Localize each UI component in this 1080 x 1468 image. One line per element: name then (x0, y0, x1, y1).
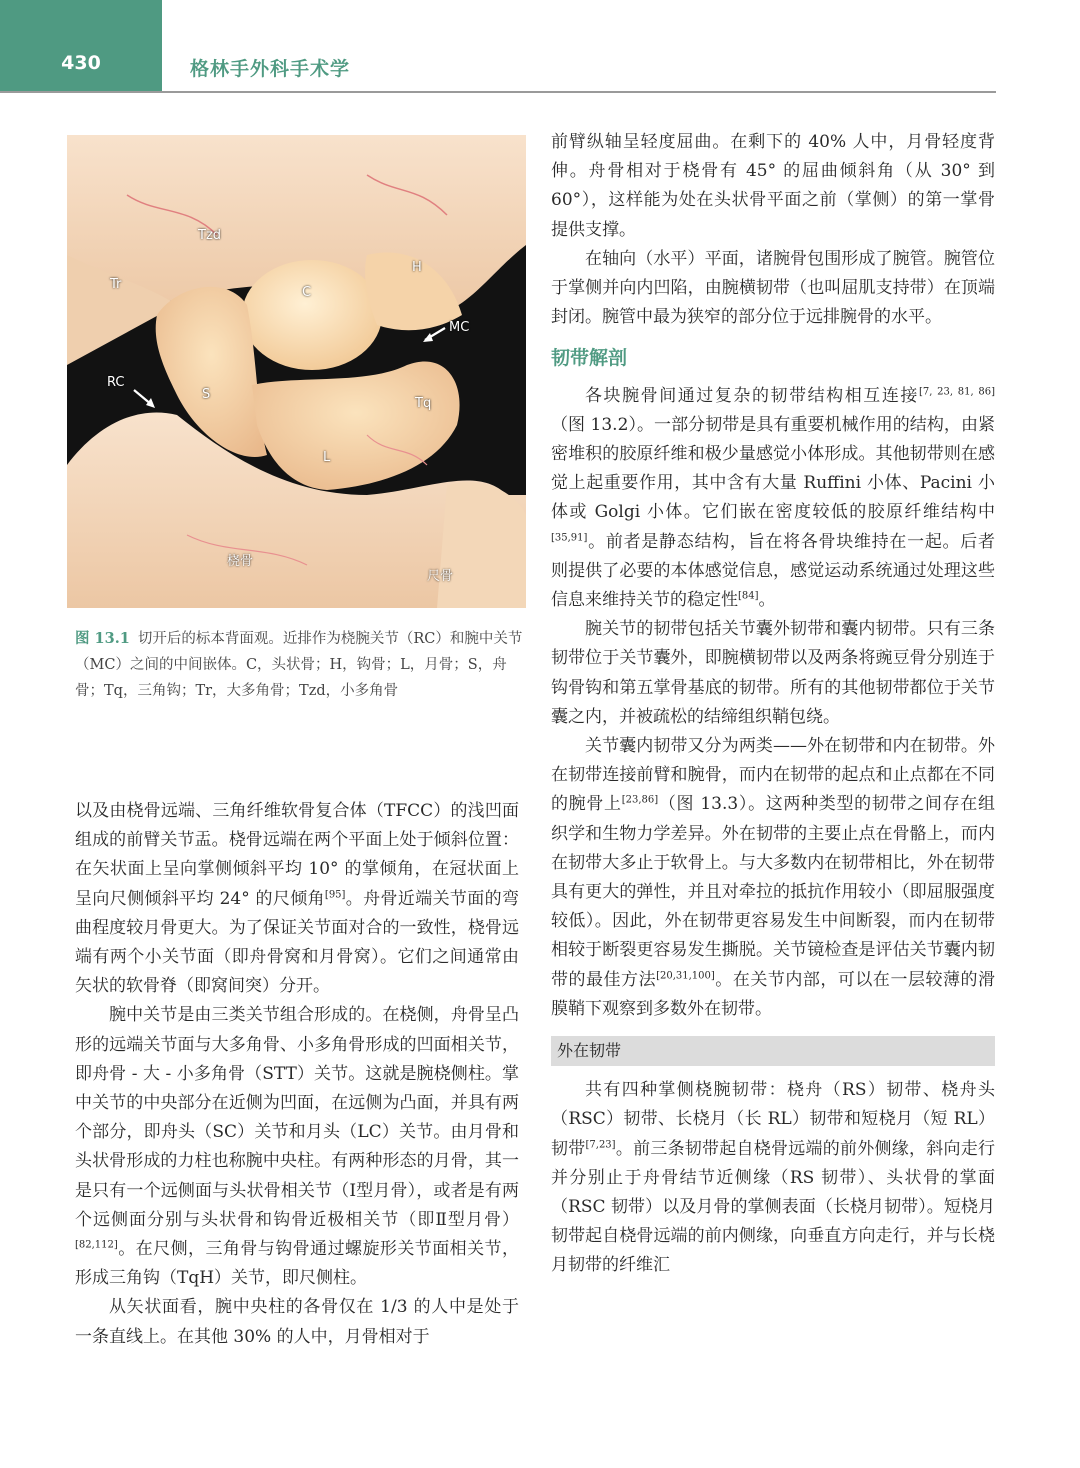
citation: [82,112] (75, 1239, 118, 1251)
specimen-photo (67, 135, 526, 608)
subsection-heading: 外在韧带 (551, 1036, 995, 1066)
label-tzd: Tzd (198, 228, 222, 243)
header-tab (0, 0, 162, 92)
label-rc: RC (107, 375, 125, 390)
right-paragraph-4: 腕关节的韧带包括关节囊外韧带和囊内韧带。只有三条韧带位于关节囊外，即腕横韧带以及两条将豌豆骨分别连于钩骨钩和第五掌骨基底的韧带。所有的其他韧带都位于关节囊之内，并被疏松的结缔组织鞘包绕。 (551, 619, 995, 727)
specimen-illustration (67, 135, 526, 608)
label-ulna: 尺骨 (427, 569, 454, 584)
right-paragraph-6: 共有四种掌侧桡腕韧带：桡舟（RS）韧带、桡舟头（RSC）韧带、长桡月（长 RL）韧带和短桡月（短 RL）韧带[7,23]。前三条韧带起自桡骨远端的前外侧缘，斜向走行并分别止于舟骨结节近侧缘（RS 韧带）、头状骨的掌面（RSC 韧带）以及月骨的掌侧表面（长桡月韧带）。短桡月韧带起自桡骨远端的前内侧缘，向垂直方向走行，并与长桡月韧带的纤维汇 (551, 1080, 996, 1276)
label-mc: MC (449, 320, 470, 335)
label-tr: Tr (110, 277, 122, 292)
label-h: H (412, 260, 422, 275)
label-l: L (323, 450, 331, 465)
label-radius: 桡骨 (227, 554, 254, 569)
section-heading: 韧带解剖 (551, 347, 628, 370)
header-rule (0, 91, 996, 93)
citation: [84] (738, 590, 759, 602)
caption-number: 图 13.1 (75, 630, 130, 647)
left-paragraph-3: 从矢状面看，腕中央柱的各骨仅在 1/3 的人中是处于一条直线上。在其他 30% 的人中，月骨相对于 (75, 1297, 519, 1347)
citation: [23,86] (621, 794, 659, 806)
right-paragraph-5: 关节囊内韧带又分为两类——外在韧带和内在韧带。外在韧带连接前臂和腕骨，而内在韧带的起点和止点都在不同的腕骨上[23,86]（图 13.3）。这两种类型的韧带之间存在组织学和生物力学差异。外在韧带的主要止点在骨骼上，而内在韧带大多止于软骨上。与大多数内在韧带相比，外在韧带具有更大的弹性，并且对牵拉的抵抗作用较小（即屈服强度较低）。因此，外在韧带更容易发生中间断裂，而内在韧带相较于断裂更容易发生撕脱。关节镜检查是评估关节囊内韧带的最佳方法[20,31,100]。在关节内部，可以在一层较薄的滑膜鞘下观察到多数外在韧带。 (551, 736, 996, 1019)
label-s: S (202, 387, 211, 402)
citation: [7,23] (585, 1138, 616, 1150)
right-column (551, 128, 995, 1281)
right-paragraph-3: 各块腕骨间通过复杂的韧带结构相互连接[7, 23, 81, 86]（图 13.2）。一部分韧带是具有重要机械作用的结构，由紧密堆积的胶原纤维和极少量感觉小体形成。其他韧带则在感觉上起重要作用，其中含有大量 Ruffini 小体、Pacini 小体或 Golgi 小体。它们嵌在密度较低的胶原纤维结构中[35,91]。前者是静态结构，旨在将各骨块维持在一起。后者则提供了必要的本体感觉信息，感觉运动系统通过处理这些信息来维持关节的稳定性[84]。 (551, 385, 996, 611)
caption-text: 切开后的标本背面观。近排作为桡腕关节（RC）和腕中关节（MC）之间的中间嵌体。C，头状骨；H，钩骨；L，月骨；S，舟骨；Tq，三角钩；Tr，大多角骨；Tzd，小多角骨 (75, 631, 523, 699)
right-paragraph-1: 前臂纵轴呈轻度屈曲。在剩下的 40% 人中，月骨轻度背伸。舟骨相对于桡骨有 45° 的屈曲倾斜角（从 30° 到 60°），这样能为处在头状骨平面之前（掌侧）的第一掌骨提供支撑。 (551, 132, 995, 240)
page-number: 430 (61, 52, 101, 74)
right-paragraph-2: 在轴向（水平）平面，诸腕骨包围形成了腕管。腕管位于掌侧并向内凹陷，由腕横韧带（也叫屈肌支持带）在顶端封闭。腕管中最为狭窄的部分位于远排腕骨的水平。 (551, 248, 995, 328)
citation: [7, 23, 81, 86] (918, 385, 996, 397)
citation: [35,91] (551, 531, 588, 543)
figure-caption (75, 626, 525, 704)
book-title: 格林手外科手术学 (190, 58, 351, 80)
label-tq: Tq (415, 396, 432, 411)
left-column (75, 797, 519, 1352)
citation: [20,31,100] (656, 970, 715, 982)
left-paragraph-1: 以及由桡骨远端、三角纤维软骨复合体（TFCC）的浅凹面组成的前臂关节盂。桡骨远端在两个平面上处于倾斜位置：在矢状面上呈向掌侧倾斜平均 10° 的掌倾角，在冠状面上呈向尺侧倾斜平均 24° 的尺倾角[95]。舟骨近端关节面的弯曲程度较月骨更大。为了保证关节面对合的一致性，桡骨远端有两个小关节面（即舟骨窝和月骨窝）。它们之间通常由矢状的软骨脊（即窝间突）分开。 (75, 801, 520, 997)
capitate-bone (242, 260, 382, 370)
citation: [95] (324, 888, 346, 900)
left-paragraph-2: 腕中关节是由三类关节组合形成的。在桡侧，舟骨呈凸形的远端关节面与大多角骨、小多角骨形成的凹面相关节，即舟骨 - 大 - 小多角骨（STT）关节。这就是腕桡侧柱。掌中关节的中央部分在近侧为凹面，在远侧为凸面，并具有两个部分，即舟头（SC）关节和月头（LC）关节。由月骨和头状骨形成的力柱也称腕中央柱。有两种形态的月骨，其一是只有一个远侧面与头状骨相关节（Ⅰ型月骨），或者是有两个远侧面分别与头状骨和钩骨近极相关节（即Ⅱ型月骨）[82,112]。在尺侧，三角骨与钩骨通过螺旋形关节面相关节，形成三角钩（TqH）关节，即尺侧柱。 (75, 1005, 519, 1289)
label-c: C (302, 285, 312, 300)
